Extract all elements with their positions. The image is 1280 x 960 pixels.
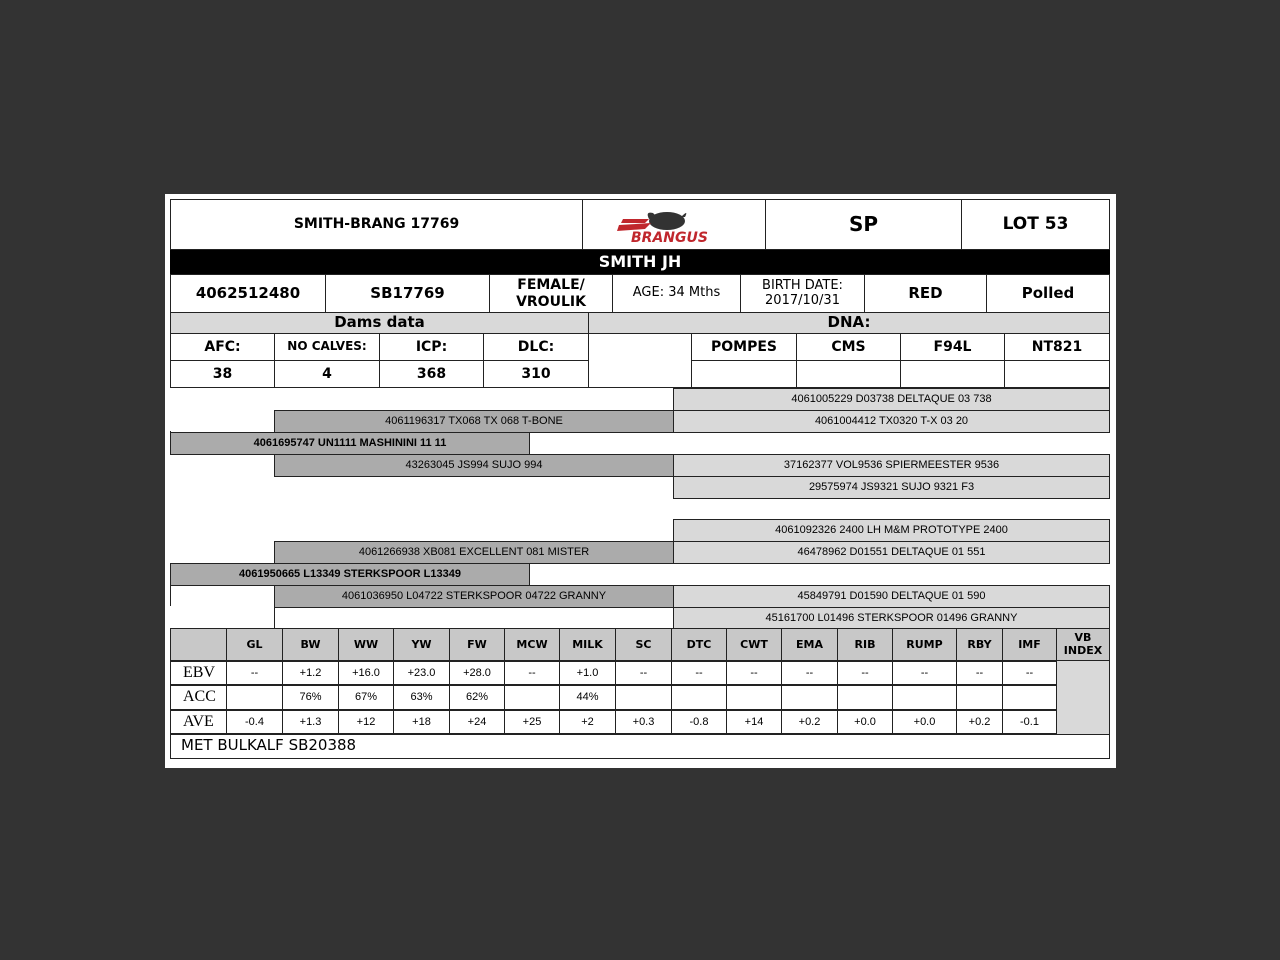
ebv-col-header-imf: IMF: [1002, 628, 1057, 662]
ebv-ave-mcw: +25: [504, 709, 560, 735]
ebv-col-header-fw: FW: [449, 628, 505, 662]
vb-line2: INDEX: [1063, 644, 1103, 657]
ebv-ave-imf: -0.1: [1002, 709, 1057, 735]
ebv-col-header-rump: RUMP: [892, 628, 957, 662]
pedigree-sire-sire: 4061196317 TX068 TX 068 T-BONE: [274, 410, 674, 433]
birth-date: [740, 274, 865, 313]
ebv-ave-rby: +0.2: [956, 709, 1003, 735]
ebv-ebv-milk: +1.0: [559, 660, 616, 686]
ebv-col-header-sc: SC: [615, 628, 672, 662]
birth-date-value: 2017/10/31: [765, 292, 840, 308]
ebv-acc-dtc: [671, 684, 727, 711]
ebv-acc-imf: [1002, 684, 1057, 711]
ebv-col-header-milk: MILK: [559, 628, 616, 662]
sex-line2: VROULIK: [516, 293, 586, 310]
ebv-ave-bw: +1.3: [282, 709, 339, 735]
ebv-col-header-rib: RIB: [837, 628, 893, 662]
ebv-acc-ww: 67%: [338, 684, 394, 711]
pedigree-sire-sire-dam: 4061004412 TX0320 T-X 03 20: [673, 410, 1110, 433]
color: RED: [864, 274, 987, 313]
ebv-ebv-rib: --: [837, 660, 893, 686]
pedigree-sire: 4061695747 UN1111 MASHININI 11 11: [170, 432, 530, 455]
pedigree-connector: [170, 584, 171, 606]
sex: [489, 274, 613, 313]
pedigree-dam-dam: 4061036950 L04722 STERKSPOOR 04722 GRANNY: [274, 585, 674, 608]
ebv-vb-index-value: [1056, 660, 1110, 735]
animal-type: SP: [765, 199, 962, 250]
ebv-col-header-gl: GL: [226, 628, 283, 662]
ebv-ave-ww: +12: [338, 709, 394, 735]
age: AGE: 34 Mths: [612, 274, 741, 313]
dams-calves-value: 4: [274, 360, 380, 388]
dna-cms-value: [796, 360, 901, 388]
bull-logo-icon: [609, 205, 739, 245]
ebv-acc-sc: [615, 684, 672, 711]
ebv-ebv-imf: --: [1002, 660, 1057, 686]
dna-pompes-value: [691, 360, 797, 388]
pedigree-dam-sire: 4061266938 XB081 EXCELLENT 081 MISTER: [274, 541, 674, 564]
animal-id: 4062512480: [170, 274, 326, 313]
ebv-ebv-bw: +1.2: [282, 660, 339, 686]
dna-cms-header: CMS: [796, 333, 901, 361]
svg-text:BRANGUS: BRANGUS: [631, 229, 708, 245]
ebv-corner: [170, 628, 227, 662]
ebv-ebv-yw: +23.0: [393, 660, 450, 686]
ebv-col-header-dtc: DTC: [671, 628, 727, 662]
pedigree-dam-dam-dam: 45161700 L01496 STERKSPOOR 01496 GRANNY: [673, 607, 1110, 630]
ebv-col-header-yw: YW: [393, 628, 450, 662]
dams-data-title: Dams data: [170, 312, 589, 334]
ebv-acc-ema: [781, 684, 838, 711]
pedigree-dam-dam-sire: 45849791 D01590 DELTAQUE 01 590: [673, 585, 1110, 608]
ebv-ave-rib: +0.0: [837, 709, 893, 735]
dams-icp-value: 368: [379, 360, 484, 388]
ebv-col-header-rby: RBY: [956, 628, 1003, 662]
dams-afc-value: 38: [170, 360, 275, 388]
ebv-ebv-gl: --: [226, 660, 283, 686]
ebv-col-header-ema: EMA: [781, 628, 838, 662]
ebv-acc-mcw: [504, 684, 560, 711]
ebv-ebv-ww: +16.0: [338, 660, 394, 686]
owner-name: SMITH JH: [170, 250, 1110, 274]
dams-dlc-header: DLC:: [483, 333, 589, 361]
animal-name: SMITH-BRANG 17769: [170, 199, 583, 250]
lot-card: [165, 194, 1116, 768]
dna-f94l-header: F94L: [900, 333, 1005, 361]
ebv-ebv-mcw: --: [504, 660, 560, 686]
brangus-logo: [582, 199, 766, 250]
ebv-col-header-ww: WW: [338, 628, 394, 662]
ebv-ave-rump: +0.0: [892, 709, 957, 735]
ebv-acc-yw: 63%: [393, 684, 450, 711]
ebv-row-label-ebv: EBV: [170, 660, 227, 686]
sex-line1: FEMALE/: [517, 277, 585, 294]
pedigree-dam-sire-dam: 46478962 D01551 DELTAQUE 01 551: [673, 541, 1110, 564]
ebv-acc-rby: [956, 684, 1003, 711]
ebv-ave-gl: -0.4: [226, 709, 283, 735]
ebv-ebv-rump: --: [892, 660, 957, 686]
ebv-acc-cwt: [726, 684, 782, 711]
dams-dlc-value: 310: [483, 360, 589, 388]
dna-title: DNA:: [588, 312, 1110, 334]
ebv-acc-rib: [837, 684, 893, 711]
ebv-ebv-sc: --: [615, 660, 672, 686]
dna-blank: [588, 333, 692, 388]
ebv-acc-fw: 62%: [449, 684, 505, 711]
ebv-row-label-ave: AVE: [170, 709, 227, 735]
dams-icp-header: ICP:: [379, 333, 484, 361]
pedigree-sire-sire-sire: 4061005229 D03738 DELTAQUE 03 738: [673, 388, 1110, 411]
pedigree-sire-dam-sire: 37162377 VOL9536 SPIERMEESTER 9536: [673, 454, 1110, 477]
ebv-vb-index-header: [1056, 628, 1110, 662]
ebv-ebv-fw: +28.0: [449, 660, 505, 686]
ebv-acc-rump: [892, 684, 957, 711]
ebv-col-header-mcw: MCW: [504, 628, 560, 662]
ebv-acc-milk: 44%: [559, 684, 616, 711]
ebv-row-label-acc: ACC: [170, 684, 227, 711]
ebv-ave-yw: +18: [393, 709, 450, 735]
pedigree-sire-dam: 43263045 JS994 SUJO 994: [274, 454, 674, 477]
ebv-ave-cwt: +14: [726, 709, 782, 735]
dams-afc-header: AFC:: [170, 333, 275, 361]
ebv-acc-gl: [226, 684, 283, 711]
ebv-ave-dtc: -0.8: [671, 709, 727, 735]
ebv-ave-sc: +0.3: [615, 709, 672, 735]
pedigree-dam: 4061950665 L13349 STERKSPOOR L13349: [170, 563, 530, 586]
ebv-ebv-cwt: --: [726, 660, 782, 686]
dna-pompes-header: POMPES: [691, 333, 797, 361]
ebv-ebv-ema: --: [781, 660, 838, 686]
dna-nt821-value: [1004, 360, 1110, 388]
dna-nt821-header: NT821: [1004, 333, 1110, 361]
ebv-ebv-rby: --: [956, 660, 1003, 686]
registration-number: SB17769: [325, 274, 490, 313]
ebv-ave-milk: +2: [559, 709, 616, 735]
ebv-ave-ema: +0.2: [781, 709, 838, 735]
pedigree-dam-sire-sire: 4061092326 2400 LH M&M PROTOTYPE 2400: [673, 519, 1110, 542]
birth-date-label: BIRTH DATE:: [762, 277, 843, 293]
note: MET BULKALF SB20388: [170, 733, 1110, 759]
lot-number: LOT 53: [961, 199, 1110, 250]
horn-status: Polled: [986, 274, 1110, 313]
pedigree-sire-dam-dam: 29575974 JS9321 SUJO 9321 F3: [673, 476, 1110, 499]
ebv-acc-bw: 76%: [282, 684, 339, 711]
ebv-col-header-cwt: CWT: [726, 628, 782, 662]
ebv-ebv-dtc: --: [671, 660, 727, 686]
ebv-col-header-bw: BW: [282, 628, 339, 662]
dams-calves-header: NO CALVES:: [274, 333, 380, 361]
dna-f94l-value: [900, 360, 1005, 388]
ebv-ave-fw: +24: [449, 709, 505, 735]
vb-line1: VB: [1074, 631, 1092, 645]
